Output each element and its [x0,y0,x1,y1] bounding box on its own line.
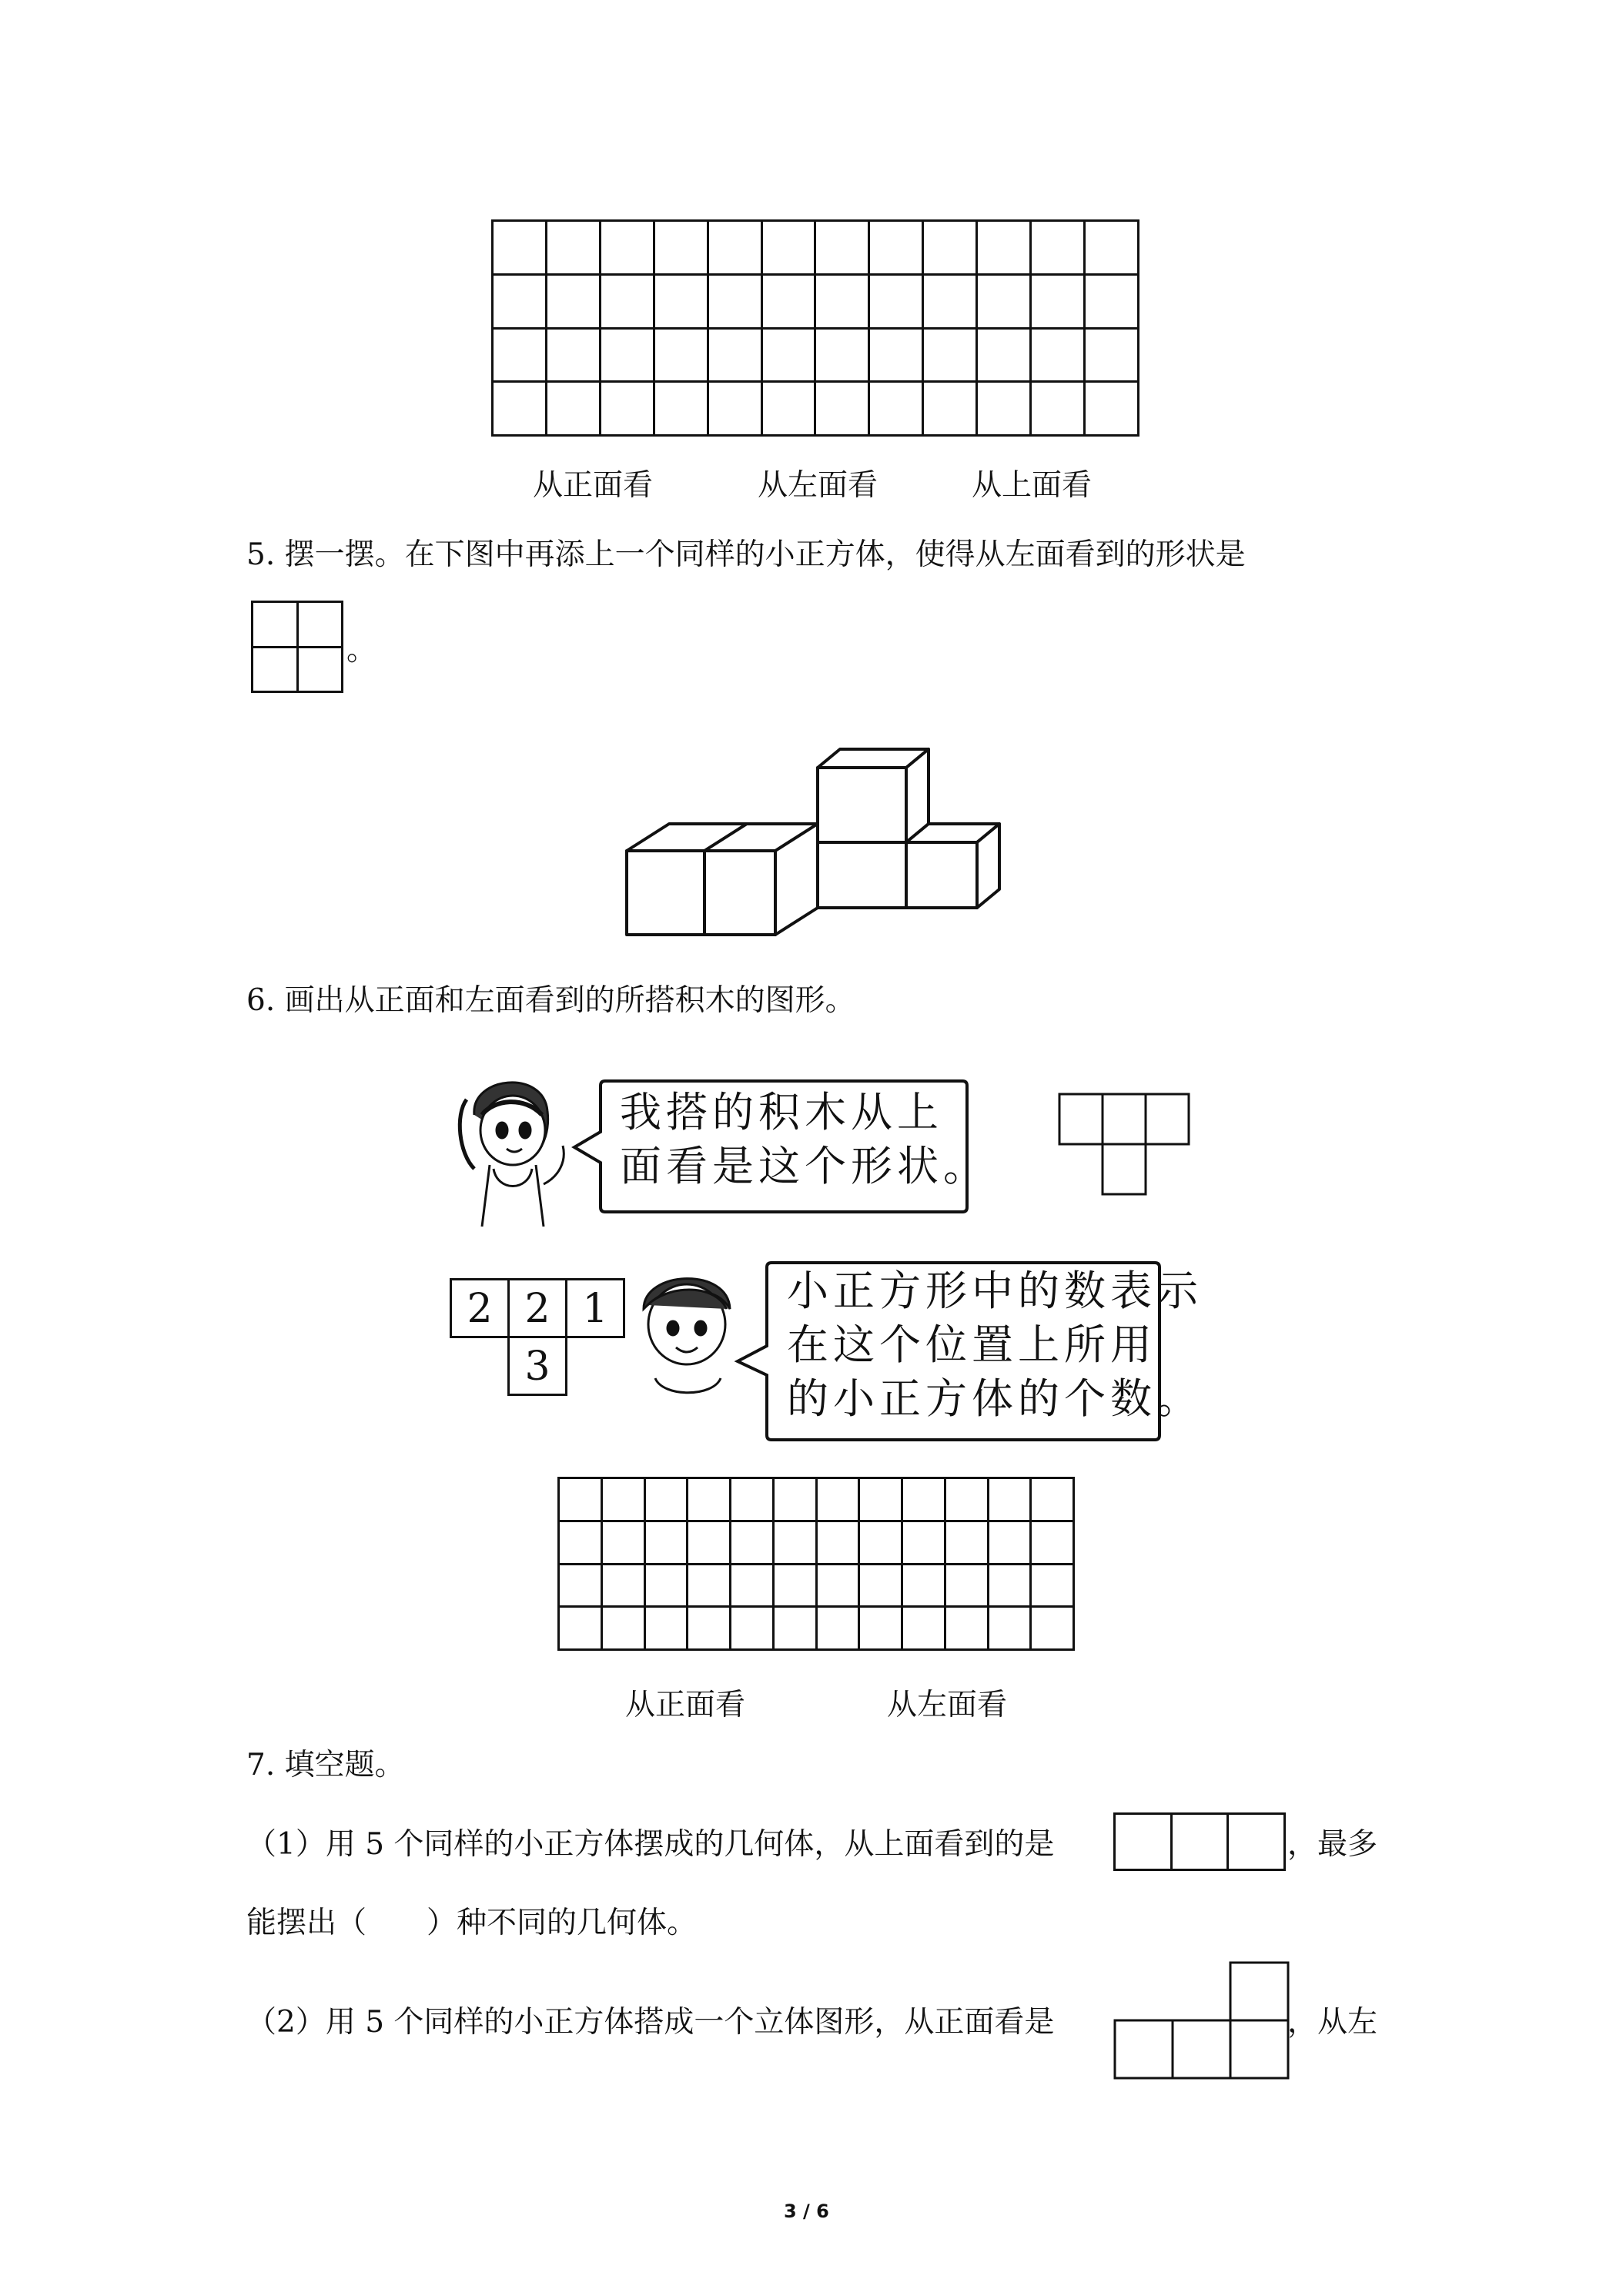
grid-cell [977,274,1031,328]
grid-cell [601,1521,644,1564]
q7-part2-front-view-shape [1114,1963,1291,2082]
grid-cell [816,1478,859,1521]
grid-cell [493,221,547,275]
grid-cell [1084,328,1138,382]
grid-cell [869,221,923,275]
grid-cell [731,1564,774,1607]
grid-cell [977,221,1031,275]
q5-cube-figure [627,747,1027,947]
grid-cell [731,1607,774,1650]
grid-cell [559,1607,602,1650]
grid-cell [1031,1478,1074,1521]
q4-drawing-grid [491,219,1139,437]
grid-cell [988,1607,1031,1650]
grid-cell [644,1564,688,1607]
grid-cell [815,382,869,436]
grid-cell [923,221,977,275]
grid-cell [761,382,815,436]
grid-cell [708,274,761,328]
grid-cell [708,382,761,436]
grid-cell [493,382,547,436]
grid-cell [601,1607,644,1650]
grid-cell [815,328,869,382]
grid-cell [600,274,654,328]
grid-cell [1084,221,1138,275]
grid-cell [654,221,708,275]
grid-cell [601,1478,644,1521]
grid-cell [1084,382,1138,436]
grid-cell [988,1478,1031,1521]
q7-part2-text-b: ，从左 [1287,2005,1378,2040]
grid-cell [601,1564,644,1607]
grid-cell [761,328,815,382]
q7-part2-text-a: （2）用 5 个同样的小正方体搭成一个立体图形，从正面看是 [246,2005,1055,2040]
grid-cell [1031,221,1085,275]
grid-cell [977,328,1031,382]
grid-cell [859,1564,902,1607]
q4-label-top: 从上面看 [972,468,1093,503]
grid-cell [869,274,923,328]
q6-text: 6. 画出从正面和左面看到的所搭积木的图形。 [246,983,855,1018]
grid-cell [1084,274,1138,328]
grid-cell [902,1607,945,1650]
grid-cell [945,1521,988,1564]
q7-part1-text-b: ，最多 [1287,1827,1378,1862]
grid-cell [688,1564,731,1607]
boy-speech-line-3: 的小正方体的个数。 [787,1374,1203,1423]
grid-cell [977,382,1031,436]
grid-cell [688,1521,731,1564]
grid-cell [493,328,547,382]
grid-cell [859,1521,902,1564]
grid-cell [902,1564,945,1607]
grid-cell [815,221,869,275]
grid-cell [923,274,977,328]
grid-cell [1031,1521,1074,1564]
grid-cell [708,221,761,275]
grid-cell [644,1521,688,1564]
grid-cell [708,328,761,382]
grid-cell [644,1607,688,1650]
q5-left-view-shape [251,601,343,693]
boy-illustration [628,1263,744,1409]
grid-cell [654,382,708,436]
grid-cell [773,1564,816,1607]
count-cell-3: 1 [565,1278,625,1338]
grid-cell [644,1478,688,1521]
grid-cell [816,1521,859,1564]
grid-cell [773,1607,816,1650]
grid-cell [1031,382,1085,436]
grid-cell [1031,328,1085,382]
grid-cell [546,221,600,275]
q5-text: 5. 摆一摆。在下图中再添上一个同样的小正方体，使得从左面看到的形状是 [246,537,1246,572]
grid-cell [869,382,923,436]
q7-title: 7. 填空题。 [246,1748,405,1782]
count-cell-1: 2 [450,1278,510,1338]
grid-cell [869,328,923,382]
grid-cell [923,382,977,436]
count-cell-4: 3 [507,1336,567,1396]
grid-cell [816,1564,859,1607]
grid-cell [731,1478,774,1521]
q7-part1-text-a: （1）用 5 个同样的小正方体摆成的几何体，从上面看到的是 [246,1827,1055,1862]
grid-cell [559,1564,602,1607]
q4-label-left: 从左面看 [758,468,878,503]
q6-top-view-shape [1059,1094,1190,1217]
grid-cell [902,1478,945,1521]
grid-cell [600,382,654,436]
q7-part1-top-view-shape [1113,1812,1286,1871]
grid-cell [859,1607,902,1650]
grid-cell [816,1607,859,1650]
boy-speech-line-1: 小正方形中的数表示 [787,1267,1203,1315]
grid-cell [945,1478,988,1521]
q5-tail: 。 [346,633,377,668]
grid-cell [1031,1607,1074,1650]
page-number: 3 / 6 [784,2201,829,2222]
grid-cell [546,382,600,436]
count-cell-2: 2 [507,1278,567,1338]
q6-label-left: 从左面看 [887,1688,1008,1722]
grid-cell [988,1521,1031,1564]
grid-cell [600,328,654,382]
grid-cell [688,1607,731,1650]
grid-cell [600,221,654,275]
grid-cell [761,274,815,328]
girl-illustration [451,1069,582,1230]
q4-label-front: 从正面看 [533,468,654,503]
grid-cell [761,221,815,275]
girl-speech-line-1: 我搭的积木从上 [620,1088,943,1136]
grid-cell [988,1564,1031,1607]
girl-speech-line-2: 面看是这个形状。 [620,1142,989,1190]
grid-cell [731,1521,774,1564]
grid-cell [654,328,708,382]
grid-cell [773,1521,816,1564]
grid-cell [559,1521,602,1564]
grid-cell [546,274,600,328]
grid-cell [493,274,547,328]
grid-cell [1031,274,1085,328]
q6-label-front: 从正面看 [625,1688,746,1722]
grid-cell [688,1478,731,1521]
grid-cell [654,274,708,328]
grid-cell [546,328,600,382]
grid-cell [559,1478,602,1521]
grid-cell [815,274,869,328]
q7-part1-text-c: 能摆出（ ）种不同的几何体。 [246,1906,698,1940]
grid-cell [859,1478,902,1521]
boy-speech-line-2: 在这个位置上所用 [787,1320,1156,1369]
grid-cell [945,1607,988,1650]
grid-cell [902,1521,945,1564]
q6-drawing-grid [557,1477,1075,1651]
grid-cell [923,328,977,382]
grid-cell [1031,1564,1074,1607]
grid-cell [945,1564,988,1607]
grid-cell [773,1478,816,1521]
